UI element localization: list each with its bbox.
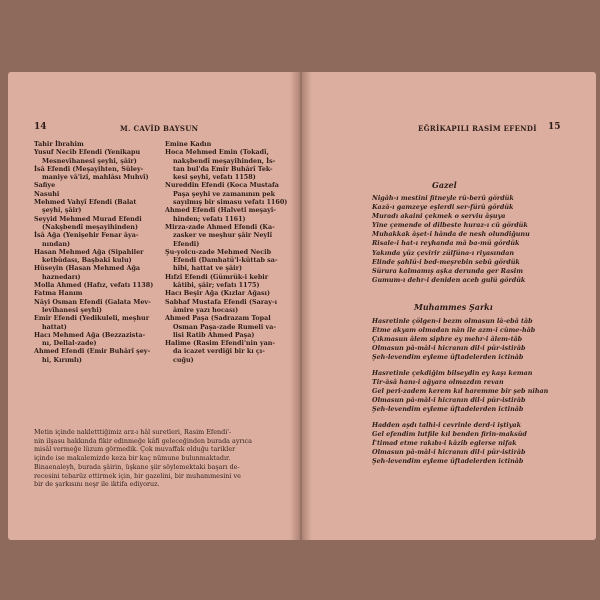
name-entry-line: Ahmed Paşa (Sadrazam Topal	[165, 314, 271, 323]
name-entry-line: Yusuf Necib Efendi (Yenikapu	[34, 148, 141, 157]
name-entry-line: Ahmed Efendi (Emir Buhârî şey-	[34, 347, 151, 356]
name-list-column-2	[165, 140, 295, 364]
name-entry-line: levîhanesi şeyhi)	[42, 305, 102, 314]
poem-line: Tir-âsâ hanı-i ağyara olmazdın revan	[372, 378, 504, 387]
name-entry-line: Safiye	[34, 181, 56, 190]
name-entry-line: Mesnevîhanesi şeyhi, şâir)	[42, 156, 137, 165]
poem-line: Olmasun pâ-mâl-i hicranın dil-i pür-istirâb	[372, 344, 526, 353]
paragraph-line: recesini tebarüz ettirmek için, bir gazelini, bir muhammesini ve	[34, 471, 241, 480]
name-entry-line: Halime (Rasim Efendi'nin yan-	[165, 339, 276, 348]
name-entry-line: hinden; vefatı 1161)	[173, 214, 246, 223]
poem-line: Çıkmasun âlem siphre ey mehr-i âlem-tâb	[372, 335, 523, 344]
poem-line: Sürura kalmamış aşka derunda ger Rasim	[372, 266, 523, 275]
name-entry-line: Osman Paşa-zade Rumeli va-	[173, 322, 277, 331]
muhammes-stanza-1	[372, 317, 535, 362]
name-entry-line: lisi Ratib Ahmed Paşa)	[173, 330, 255, 339]
name-entry-line: nakşbendî meşayihinden, İs-	[173, 156, 276, 165]
running-head-left: M. CAVİD BAYSUN	[120, 124, 199, 133]
name-entry-line: Seyyid Mehmed Murad Efendi	[34, 214, 142, 223]
name-entry-line: sayılmış bir simasu vefatı 1160)	[173, 198, 288, 207]
open-book	[8, 72, 596, 540]
left-page	[8, 72, 300, 540]
paragraph-line: misâl vermeğe lüzum görmedik. Çok muvaffak olduğu tarikler	[34, 445, 236, 454]
book-gutter-shadow	[290, 72, 312, 540]
name-entry-line: kesi şeyhi, vefatı 1158)	[173, 173, 256, 182]
poem-line: Hadden aşdı talhi-i cevrinle derd-i iştiyak	[372, 421, 522, 429]
name-entry-line: Hüseyin (Hasan Mehmed Ağa	[34, 264, 141, 273]
name-entry-line: zasker ve meşhur şâir Neylî	[173, 231, 273, 240]
name-entry-line: ketbüdası, Başbaki kulu)	[42, 256, 132, 265]
name-entry-line: hi, Kırımlı)	[42, 355, 82, 364]
name-entry-line: Hıfzî Efendi (Gümrük-i kebir	[165, 272, 269, 281]
poem-line: Gel efendim lutfile kıl benden firin-maksûd	[372, 430, 527, 439]
name-entry-line: Molla Ahmed (Hafız, vefatı 1138)	[34, 281, 154, 290]
poem-line: Hasretinle çölgen-i bezm olmasun lâ-ebâ tâb	[372, 317, 533, 325]
name-entry-line: tan bul'da Emir Buhârî Tek-	[173, 164, 273, 173]
name-entry-line: Hoca Mehmed Emin (Tokadî,	[165, 148, 269, 157]
running-head-right: EĞRİKAPILI RASİM EFENDİ	[418, 124, 537, 133]
right-page	[300, 72, 596, 540]
name-entry-line: Şu-yolcu-zade Mehmed Necib	[165, 247, 272, 256]
poem-line: İ'timad etme rakıbı-i kâzib eglerse nifak	[372, 439, 517, 448]
page-number-left: 14	[34, 122, 47, 132]
muhammes-stanza-2	[372, 369, 548, 414]
poem-line: Kazâ-ı gamzeye eşlerdi ser-fürû gördük	[372, 203, 514, 212]
gazel-title: Gazel	[432, 180, 457, 190]
page-number-right: 15	[548, 122, 561, 132]
muhammes-stanza-3	[372, 421, 527, 466]
name-entry-line: âmire yazı hocası)	[173, 305, 239, 314]
name-entry-line: şeyhi, şâir)	[42, 206, 82, 215]
name-entry-line: Efendi)	[173, 239, 200, 248]
poem-line: Gel peri-zadem kerem kıl haremme bir şeb nihan	[372, 387, 549, 396]
name-entry-line: Nâyi Osman Efendi (Galata Mev-	[34, 297, 151, 306]
poem-line: Yine çemende ol dilbeste huraz-ı cû gördük	[372, 221, 528, 230]
name-entry-line: Hacı Mehmed Ağa (Bezzazista-	[34, 330, 146, 339]
name-entry-line: kâtibi, şâir; vefatı 1175)	[173, 281, 260, 290]
poem-line: Şeh-levendim eyleme üftadelerden ictinâb	[372, 457, 524, 466]
poem-line: Elinde şahlü-i bed-meşrebin sebû gördük	[372, 257, 520, 266]
name-entry-line: İsâ Efendi (Meşayihten, Süley-	[34, 164, 144, 173]
name-entry-line: Mirza-zade Ahmed Efendi (Ka-	[165, 222, 275, 231]
paragraph-line: Binaenaleyh, burada şâirin, üşkane şiir söylemektaki başarı de-	[34, 462, 240, 471]
gazel-poem	[372, 194, 530, 285]
poem-line: Hasretinle çekdiğim bilseydin ey kaşı keman	[372, 369, 533, 377]
name-entry-line: hattat)	[42, 322, 67, 331]
poem-line: Nigâh-ı mestini fitneyle rû-berû gördük	[372, 194, 514, 202]
name-entry-line: maniye vâ'izi, mahlâsı Muhvî)	[42, 173, 149, 182]
poem-line: Muhakkak âşet-i hânda de nesh olundiğunu	[372, 230, 530, 239]
name-entry-line: Efendi (Damhatü'l-küttab sa-	[173, 256, 278, 265]
poem-line: Yakında yüz çevirir zülfüna-ı riyasından	[372, 248, 515, 257]
poem-line: Gumum-ı dehr-i deniden aceb gulü gördük	[372, 275, 526, 284]
name-entry-line: Hacı Beşir Ağa (Kızlar Ağası)	[165, 289, 271, 298]
name-entry-line: Emir Efendi (Yedikuleli, meşhur	[34, 314, 150, 323]
name-entry-line: Nasuhi	[34, 189, 60, 198]
poem-line: Şeh-levendim eyleme üftadelerden ictinâb	[372, 405, 524, 414]
name-entry-line: İsâ Ağa (Yenişehir Fenar âya-	[34, 231, 139, 240]
paragraph-line: içinde ise makalemizde keza bir kaç nümune bulunmaktadır.	[34, 454, 231, 463]
closing-paragraph	[34, 428, 284, 489]
name-entry-line: (Nakşbendî meşayihinden)	[42, 222, 138, 231]
name-entry-line: Paşa şeyhi ve zamanının pek	[173, 189, 276, 198]
paragraph-line: Metin içinde nakletttiğimiz arz-ı hâl suretleri, Rasim Efendi'-	[34, 428, 232, 436]
name-entry-line: cuğu)	[173, 355, 194, 364]
name-entry-line: Ahmed Efendi (Halveti meşayi-	[165, 206, 276, 215]
paragraph-line: nin ilşasu hakkında fikir edinmeğe kâfi geleceğinden burada ayrıca	[34, 436, 252, 445]
muhammes-title: Muhammes Şarkı	[414, 302, 493, 312]
name-entry-line: Sabhaf Mustafa Efendi (Saray-ı	[165, 297, 278, 306]
name-entry-line: Hasan Mehmed Ağa (Sipahiler	[34, 247, 144, 256]
name-entry-line: Nureddin Efendi (Koca Mustafa	[165, 181, 279, 190]
name-entry-line: Emine Kadın	[165, 140, 212, 148]
poem-line: Olmasun pâ-mâl-i hicranın dil-i pür-istirâb	[372, 396, 526, 405]
name-entry-line: da icazet verdiği bir kı çı-	[173, 347, 265, 356]
poem-line: Olmasun pâ-mâl-i hicranın dil-i pür-istirâb	[372, 448, 526, 457]
poem-line: Risale-i hat-ı reyhanda mâ ba-mü gördük	[372, 239, 520, 248]
name-list-column-1	[34, 140, 162, 364]
name-entry-line: haznedarı)	[42, 272, 81, 281]
name-entry-line: nından)	[42, 239, 70, 248]
poem-line: Şeh-levendim eyleme üftadelerden ictinâb	[372, 353, 524, 362]
paragraph-line: bir de şarkısını neşr ile iktifa ediyoruz.	[34, 480, 160, 489]
name-entry-line: Mehmed Vahyî Efendi (Balat	[34, 198, 137, 207]
name-entry-line: nı, Dellal-zade)	[42, 339, 97, 348]
poem-line: Etme akyam olmadan nân ile azm-i cûme-hâb	[372, 326, 536, 335]
name-entry-line: Tahir İbrahim	[34, 140, 84, 148]
poem-line: Muradı akaini çekmek o serviu âşuya	[372, 212, 506, 221]
name-entry-line: hibi, hattat ve şâir)	[173, 264, 242, 273]
name-entry-line: Fatma Hanım	[34, 289, 83, 298]
